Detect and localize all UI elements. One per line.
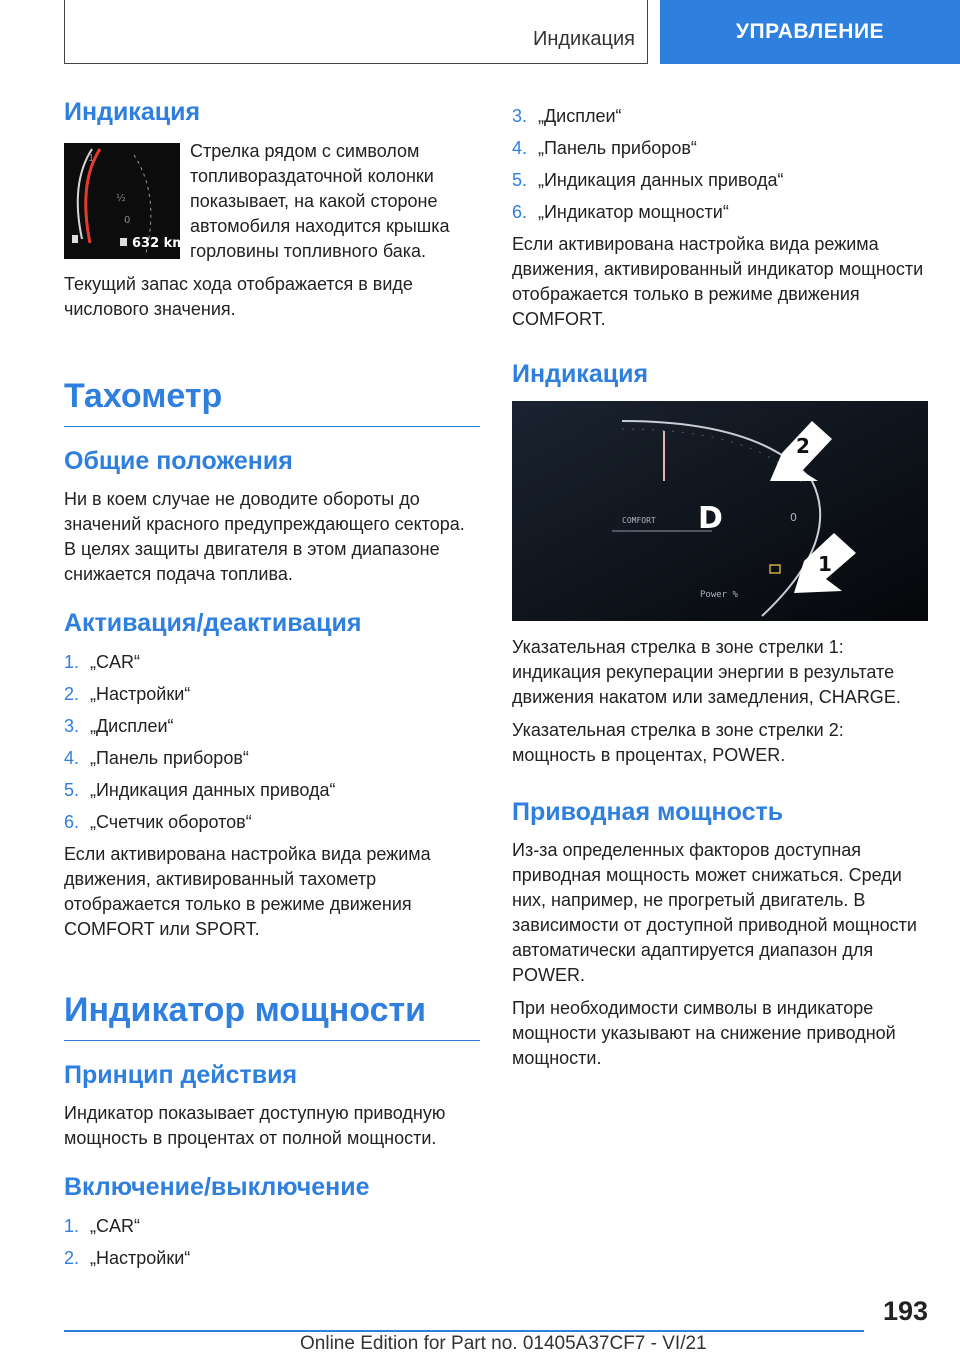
step-text: „CAR“	[90, 1215, 140, 1236]
left-column	[64, 96, 480, 1278]
list-item	[64, 1214, 480, 1238]
range-text: Текущий запас хода отображается в виде числового значения.	[64, 273, 413, 319]
power-title: Индикатор мощности	[64, 988, 480, 1041]
step-text: „Индикатор мощности“	[538, 202, 729, 222]
list-item	[64, 746, 480, 770]
step-text: „CAR“	[90, 651, 140, 672]
list-item	[64, 650, 480, 674]
list-item	[512, 104, 928, 128]
step-text: „Панель приборов“	[538, 138, 697, 158]
tacho-title: Тахометр	[64, 374, 480, 427]
gauge-mark-empty: 0	[124, 214, 131, 226]
footer-divider	[64, 1330, 864, 1332]
power-cluster-graphic	[512, 401, 928, 621]
fuel-gauge-graphic	[64, 143, 186, 259]
fuel-caption: Стрелка рядом с символом топливораздаточной колонки показывает, на какой стороне автомобиля находится крышка горловины топливного бака.	[190, 140, 450, 261]
step-number: 1.	[64, 1215, 80, 1236]
list-item	[64, 810, 480, 834]
step-number: 6.	[64, 811, 80, 832]
comfort-label: COMFORT	[622, 515, 656, 525]
step-number: 2.	[64, 683, 80, 704]
step-number: 4.	[512, 138, 528, 158]
step-number: 4.	[64, 747, 80, 768]
step-number: 1.	[64, 651, 80, 672]
step-number: 3.	[64, 715, 80, 736]
gauge-mark-full: 1	[88, 152, 95, 164]
fuel-pump-icon	[120, 238, 127, 246]
list-item	[512, 200, 928, 224]
list-item	[512, 136, 928, 160]
symbols-text: При необходимости символы в индикаторе мощности указывают на снижение приводной мощности.	[512, 998, 896, 1068]
arrow2-text: Указательная стрелка в зоне стрелки 2: мощность в процентах, POWER.	[512, 719, 844, 765]
drive-power-text: Из-за определенных факторов доступная приводная мощность может снижаться. Среди них, например, не прогретый двигатель. В зависимости от доступной приводной мощности автоматически адаптируется диапазон для POWER.	[512, 840, 917, 985]
step-text: „Дисплеи“	[90, 715, 174, 736]
step-text: „Настройки“	[90, 1247, 191, 1268]
display-heading: Индикация	[512, 360, 649, 388]
drive-power-heading: Приводная мощность	[512, 797, 784, 826]
arrow1-text: Указательная стрелка в зоне стрелки 1: индикация рекуперации энергии в результате движения накатом или замедления, CHARGE.	[512, 636, 901, 707]
list-item	[64, 1246, 480, 1270]
power-steps-left	[64, 1214, 480, 1270]
tacho-general-text: Ни в коем случае не доводите обороты до значений красного предупреждающего сектора. В целях защиты двигателя в этом диапазоне снижается подача топлива.	[64, 489, 465, 585]
list-item	[512, 168, 928, 192]
gear-indicator: D	[698, 500, 723, 536]
power-onoff-heading: Включение/выключение	[64, 1173, 370, 1202]
tacho-steps	[64, 650, 480, 834]
power-cluster-image	[512, 401, 928, 621]
step-text: „Счетчик оборотов“	[90, 811, 252, 832]
step-text: „Индикация данных привода“	[538, 170, 784, 190]
list-item	[64, 778, 480, 802]
range-readout: 632 km	[132, 235, 186, 251]
fuel-block	[64, 139, 480, 264]
step-text: „Дисплеи“	[538, 106, 622, 126]
page-number: 193	[882, 1296, 928, 1326]
power-principle-text: Индикатор показывает доступную приводную мощность в процентах от полной мощности.	[64, 1103, 446, 1149]
power-percent-label: Power %	[700, 589, 738, 600]
fuel-gauge-image	[64, 143, 186, 259]
tacho-general-heading: Общие положения	[64, 446, 293, 475]
right-column	[512, 104, 928, 1079]
edition-footer: Online Edition for Part no. 01405A37CF7 - VI/21	[300, 1333, 707, 1354]
header-frame	[64, 0, 648, 64]
power-steps-right	[512, 104, 928, 224]
gauge-mark-half: ½	[116, 192, 126, 204]
list-item	[64, 714, 480, 738]
fuel-heading: Индикация	[64, 98, 201, 126]
section-tab[interactable]: УПРАВЛЕНИЕ	[660, 0, 960, 64]
arrow-1-label: 1	[818, 551, 832, 576]
step-number: 2.	[64, 1247, 80, 1268]
zero-mark: 0	[790, 510, 797, 524]
step-text: „Индикация данных привода“	[90, 779, 336, 800]
arrow-2-label: 2	[796, 433, 810, 458]
tacho-note: Если активирована настройка вида режима движения, активированный тахометр отображается только в режиме движения COMFORT или SPORT.	[64, 843, 431, 939]
header-title: Индикация	[532, 28, 635, 50]
step-number: 5.	[512, 170, 528, 190]
power-note: Если активирована настройка вида режима движения, активированный индикатор мощности отображается только в режиме движения COMFORT.	[512, 234, 924, 329]
step-text: „Панель приборов“	[90, 747, 249, 768]
step-number: 5.	[64, 779, 80, 800]
list-item	[64, 682, 480, 706]
tacho-activation-heading: Активация/деактивация	[64, 609, 362, 638]
step-text: „Настройки“	[90, 683, 191, 704]
step-number: 3.	[512, 106, 528, 126]
step-number: 6.	[512, 202, 528, 222]
power-principle-heading: Принцип действия	[64, 1060, 298, 1089]
